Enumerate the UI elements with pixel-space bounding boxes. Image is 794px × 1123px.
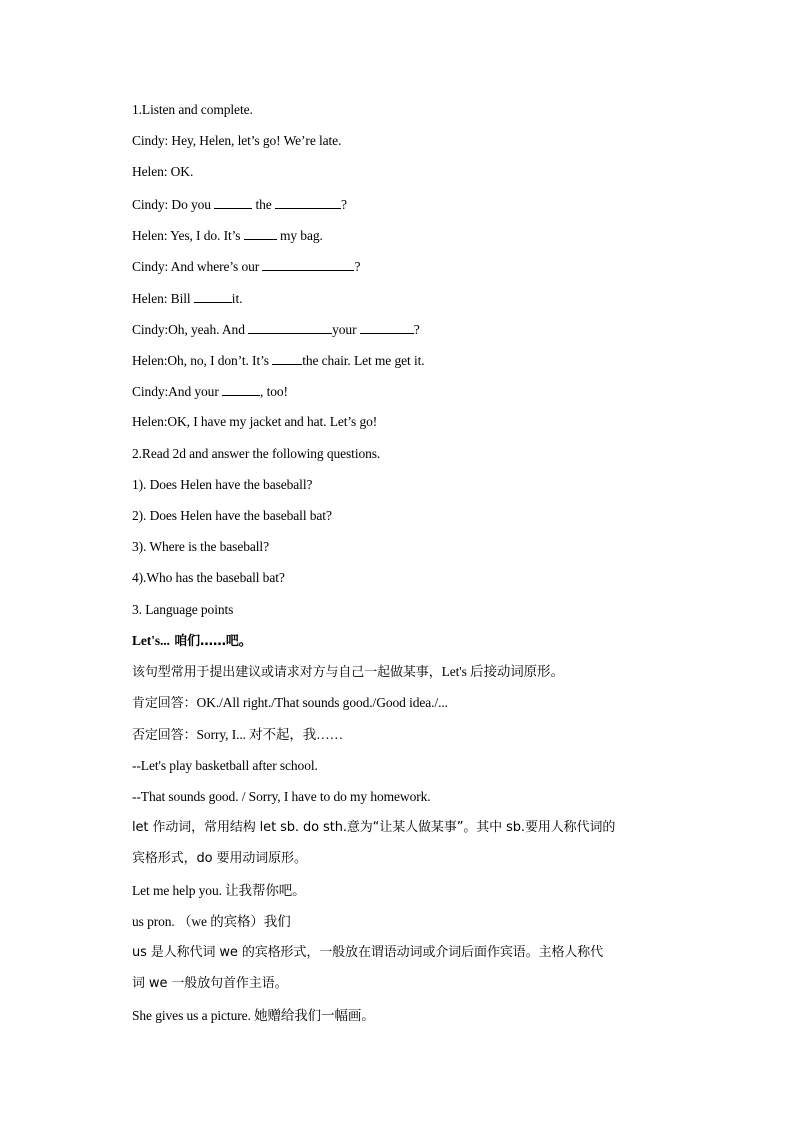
dialogue-text: Cindy: Do you — [132, 197, 215, 212]
dialogue-text: Helen: Bill — [132, 291, 194, 306]
dialogue-text: your — [332, 322, 360, 337]
lets-desc-cn: 该句型常用于提出建议或请求对方与自己一起做某事， — [132, 665, 442, 680]
lets-heading-cn: 咱们……吧。 — [169, 634, 252, 649]
answer-blank — [248, 321, 332, 334]
lets-desc-en: Let's 后接动词原形。 — [441, 664, 564, 679]
dialogue-line-2: Helen: OK. — [132, 164, 194, 179]
dialogue-text: ? — [340, 197, 347, 212]
dialogue-text: Cindy:And your — [132, 384, 223, 399]
answer-blank — [194, 290, 232, 303]
negative-reply — [132, 727, 343, 744]
question-4: 4).Who has the baseball bat? — [132, 570, 285, 585]
us-explanation-2: 词 we 一般放句首作主语。 — [132, 976, 288, 991]
dialogue-line-9 — [132, 383, 288, 400]
us-example: She gives us a picture. 她赠给我们一幅画。 — [132, 1008, 375, 1023]
positive-reply-label: 肯定回答： — [132, 696, 197, 711]
question-3: 3). Where is the baseball? — [132, 539, 269, 554]
dialogue-line-1: Cindy: Hey, Helen, let’s go! We’re late. — [132, 133, 342, 148]
us-definition: us pron. （we 的宾格）我们 — [132, 914, 291, 929]
us-explanation-1: us 是人称代词 we 的宾格形式，一般放在谓语动词或介词后面作宾语。主格人称代 — [132, 945, 604, 960]
lets-heading-en: Let's... — [132, 633, 170, 648]
dialogue-text: ? — [413, 322, 420, 337]
question-2: 2). Does Helen have the baseball bat? — [132, 508, 332, 523]
dialogue-text: the — [252, 197, 275, 212]
section-1-title: 1.Listen and complete. — [132, 102, 253, 117]
dialogue-line-4 — [132, 227, 323, 244]
lets-description — [132, 664, 564, 681]
dialogue-text: Cindy: And where’s our — [132, 259, 263, 274]
dialogue-text: the chair. Let me get it. — [302, 353, 425, 368]
dialogue-text: my bag. — [276, 228, 323, 243]
answer-blank — [214, 196, 252, 209]
answer-blank — [275, 196, 341, 209]
dialogue-line-7 — [132, 321, 420, 338]
dialogue-text: Cindy:Oh, yeah. And — [132, 322, 249, 337]
answer-blank — [244, 227, 277, 240]
positive-reply-text: OK./All right./That sounds good./Good idea./... — [196, 695, 448, 710]
dialogue-line-3 — [132, 196, 347, 213]
answer-blank — [222, 383, 260, 396]
answer-blank — [272, 352, 302, 365]
dialogue-text: ? — [354, 259, 361, 274]
negative-reply-label: 否定回答： — [132, 728, 197, 743]
let-explanation-2: 宾格形式，do 要用动词原形。 — [132, 851, 307, 866]
section-3-title: 3. Language points — [132, 602, 234, 617]
dialogue-text: Helen:Oh, no, I don’t. It’s — [132, 353, 273, 368]
let-example: Let me help you. 让我帮你吧。 — [132, 883, 306, 898]
dialogue-text: , too! — [260, 384, 288, 399]
section-2-title: 2.Read 2d and answer the following questions. — [132, 446, 381, 461]
dialogue-text: Helen: Yes, I do. It’s — [132, 228, 244, 243]
positive-reply — [132, 695, 448, 712]
example-line-1: --Let's play basketball after school. — [132, 758, 318, 773]
dialogue-text: it. — [231, 291, 243, 306]
dialogue-line-6 — [132, 290, 242, 307]
question-1: 1). Does Helen have the baseball? — [132, 477, 313, 492]
let-explanation-1: let 作动词，常用结构 let sb. do sth.意为“让某人做某事”。其中 sb.要用人称代词的 — [132, 820, 616, 835]
dialogue-line-5 — [132, 258, 360, 275]
answer-blank — [262, 258, 354, 271]
example-line-2: --That sounds good. / Sorry, I have to do my homework. — [132, 789, 431, 804]
dialogue-line-10: Helen:OK, I have my jacket and hat. Let’s go! — [132, 414, 378, 429]
answer-blank — [360, 321, 414, 334]
lets-heading — [132, 633, 252, 650]
dialogue-line-8 — [132, 352, 425, 369]
negative-reply-text: Sorry, I... 对不起，我…… — [196, 727, 343, 742]
